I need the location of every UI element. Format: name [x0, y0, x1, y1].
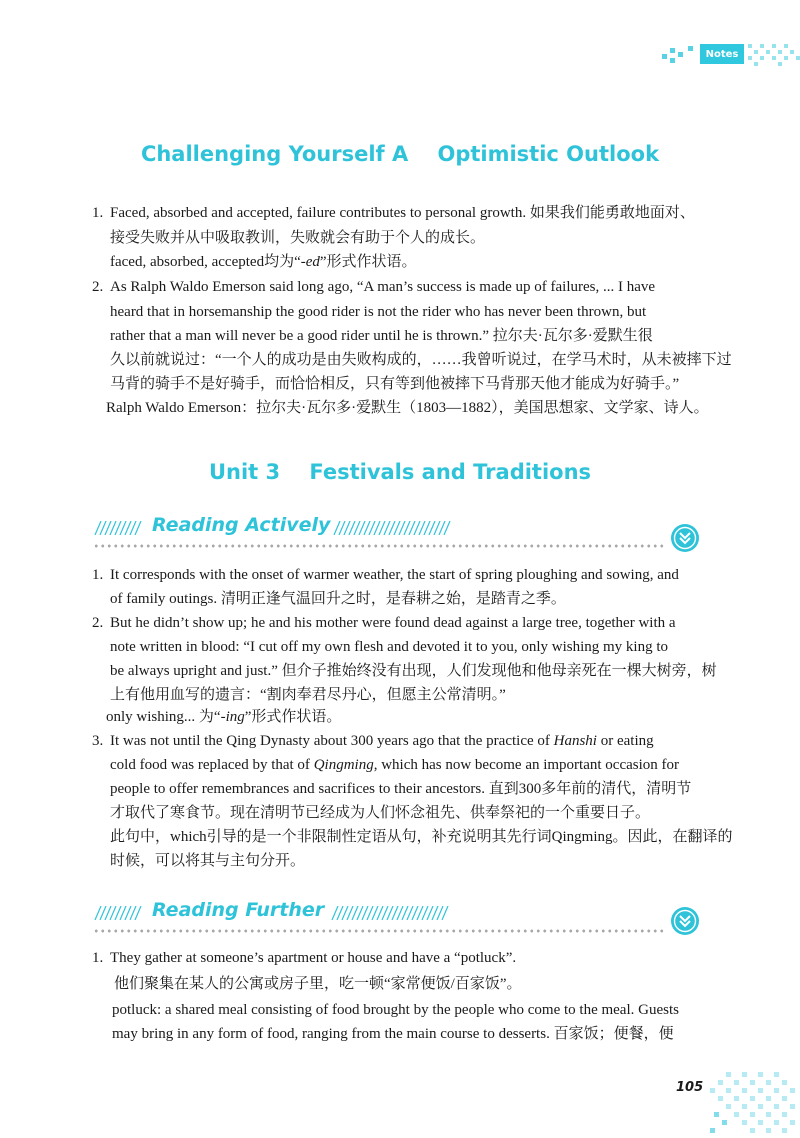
- item-number: 1.: [92, 950, 104, 966]
- sentence-line: note written in blood: “I cut off my own flesh and devoted it to you, only wishing my king to: [110, 639, 668, 655]
- grammar-note: faced, absorbed, accepted均为“-ed”形式作状语。: [110, 254, 417, 270]
- translation-line: 上有他用血写的遗言：“割肉奉君尽丹心，但愿主公常清明。”: [110, 687, 506, 703]
- sentence-line: They gather at someone’s apartment or house and have a “potluck”.: [110, 950, 517, 966]
- dotted-divider: [93, 544, 665, 548]
- item-number: 3.: [92, 733, 104, 749]
- double-chevron-down-icon: [670, 906, 700, 936]
- hatch-decoration: [93, 906, 143, 920]
- hatch-decoration: [330, 906, 450, 920]
- sentence-line: But he didn’t show up; he and his mother were found dead against a large tree, together with a: [110, 615, 676, 631]
- page-number: 105: [676, 1080, 704, 1095]
- footer-pattern-decoration: [706, 1068, 800, 1138]
- grammar-note: only wishing... 为“-ing”形式作状语。: [106, 709, 342, 725]
- dotted-divider: [93, 929, 665, 933]
- sentence-line: As Ralph Waldo Emerson said long ago, “A man’s success is made up of failures, ... I have: [110, 279, 656, 295]
- item-number: 2.: [92, 615, 104, 631]
- translation-line: 马背的骑手不是好骑手，而恰恰相反，只有等到他被摔下马背那天他才能成为好骑手。”: [110, 376, 680, 392]
- item-number: 2.: [92, 279, 104, 295]
- grammar-note: Ralph Waldo Emerson：拉尔夫·瓦尔多·爱默生（1803—1882），美国思想家、文学家、诗人。: [106, 400, 709, 416]
- section-title-reading-actively: Reading Actively: [152, 514, 331, 536]
- grammar-note: 此句中，which引导的是一个非限制性定语从句，补充说明其先行词Qingming。因此，在翻译的: [110, 829, 733, 845]
- sentence-line: of family outings. 清明正逢气温回升之时，是春耕之始，是踏青之季。: [110, 591, 566, 607]
- definition-line: potluck: a shared meal consisting of food brought by the people who come to the meal. Guests: [112, 1002, 679, 1018]
- sentence-line: heard that in horsemanship the good rider is not the rider who has never been thrown, but: [110, 304, 647, 320]
- sentence-line: be always upright and just.” 但介子推始终没有出现，人们发现他和他母亲死在一棵大树旁，树: [110, 663, 717, 679]
- sentence-line: Faced, absorbed and accepted, failure contributes to personal growth. 如果我们能勇敢地面对、: [110, 205, 695, 221]
- translation-line: 他们聚集在某人的公寓或房子里，吃一顿“家常便饭/百家饭”。: [114, 976, 522, 992]
- sentence-line: It was not until the Qing Dynasty about 300 years ago that the practice of Hanshi or eating: [110, 733, 654, 749]
- sentence-line: It corresponds with the onset of warmer weather, the start of spring ploughing and sowing, and: [110, 567, 679, 583]
- sentence-line: rather that a man will never be a good rider until he is thrown.” 拉尔夫·瓦尔多·爱默生很: [110, 328, 653, 344]
- notes-tab-label: Notes: [700, 44, 744, 64]
- sentence-line: people to offer remembrances and sacrifices to their ancestors. 直到300多年前的清代，清明节: [110, 781, 692, 797]
- unit-heading: Unit 3 Festivals and Traditions: [208, 460, 592, 484]
- double-chevron-down-icon: [670, 523, 700, 553]
- grammar-note: 时候，可以将其与主句分开。: [110, 853, 306, 869]
- translation-line: 久以前就说过：“一个人的成功是由失败构成的，……我曾听说过，在学马术时，从未被摔下过: [110, 352, 732, 368]
- section-heading-challenging-yourself: Challenging Yourself A Optimistic Outlook: [140, 142, 660, 166]
- section-title-reading-further: Reading Further: [152, 899, 325, 921]
- translation-line: 才取代了寒食节。现在清明节已经成为人们怀念祖先、供奉祭祀的一个重要日子。: [110, 805, 651, 821]
- hatch-decoration: [332, 521, 452, 535]
- item-number: 1.: [92, 205, 104, 221]
- translation-line: 接受失败并从中吸取教训，失败就会有助于个人的成长。: [110, 230, 486, 246]
- definition-line: may bring in any form of food, ranging from the main course to desserts. 百家饭；便餐，便: [112, 1026, 674, 1042]
- item-number: 1.: [92, 567, 104, 583]
- hatch-decoration: [93, 521, 143, 535]
- sentence-line: cold food was replaced by that of Qingming, which has now become an important occasion for: [110, 757, 680, 773]
